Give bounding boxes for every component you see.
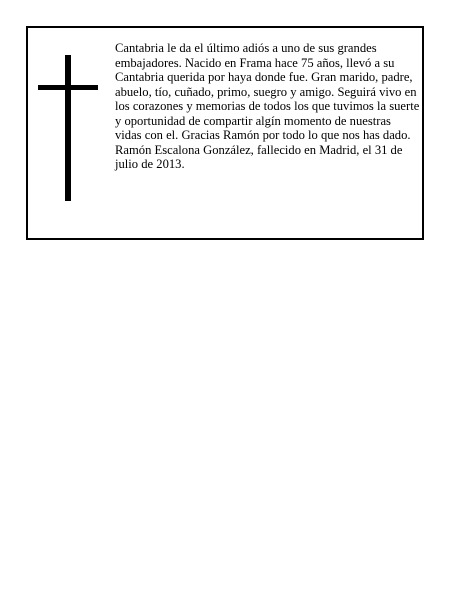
cross-vertical-bar: [65, 55, 71, 201]
obituary-notice: [26, 26, 424, 240]
obituary-text: Cantabria le da el último adiós a uno de sus grandes embajadores. Nacido en Frama hace 75 años, llevó a su Cantabria querida por haya donde fue. Gran marido, padre, abuelo, tío, cuñado, primo, suegro y amigo. Seguirá vivo en los corazones y memorias de todos los que tuvimos la suerte y oportunidad de compartir algín momento de nuestras vidas con el. Gracias Ramón por todo lo que nos has dado. Ramón Escalona González, fallecido en Madrid, el 31 de julio de 2013.: [115, 41, 420, 171]
cross-horizontal-bar: [38, 85, 98, 90]
latin-cross-icon: [38, 55, 98, 201]
